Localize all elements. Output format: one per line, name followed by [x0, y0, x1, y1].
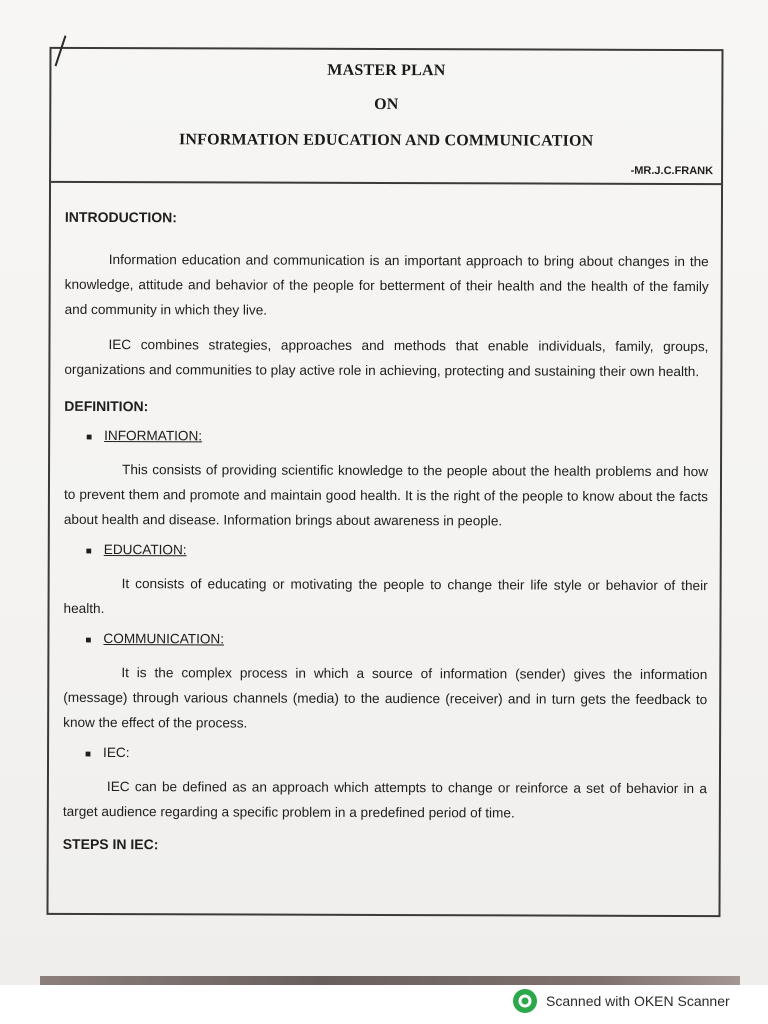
- title-on: ON: [374, 95, 399, 114]
- author-name: -MR.J.C.FRANK: [630, 164, 714, 178]
- scanner-watermark: [512, 988, 730, 1014]
- page-bottom-edge: [40, 976, 740, 985]
- title-subject: INFORMATION EDUCATION AND COMMUNICATION: [178, 131, 594, 150]
- title-master-plan: MASTER PLAN: [327, 61, 446, 80]
- definition-text-information: This consists of providing scientific knowledge to the people about the health problems and how to prevent them and promote and maintain good health. It is the right of the people to know about the facts about health and disease. Information brings about awareness in people.: [63, 462, 709, 529]
- bullet-icon: ■: [85, 545, 92, 557]
- definition-text-communication: It is the complex process in which a source of information (sender) gives the information (message) through various channels (media) to the audience (receiver) and in turn gets the feedback to know the effect of the process.: [63, 665, 708, 731]
- definition-label-information: INFORMATION:: [104, 428, 203, 444]
- list-item: [86, 428, 708, 445]
- list-item: [85, 631, 707, 648]
- list-item: [86, 542, 708, 559]
- steps-heading: STEPS IN IEC:: [62, 835, 159, 853]
- list-item: [85, 745, 707, 762]
- scanner-text: Scanned with OKEN Scanner: [546, 993, 730, 1009]
- bullet-icon: ■: [85, 748, 92, 760]
- introduction-paragraph-1: Information education and communication is an important approach to bring about changes in the knowledge, attitude and behavior of the people for betterment of their health and the health of the family and community in which they live.: [64, 252, 709, 318]
- definition-label-iec: IEC:: [103, 745, 130, 761]
- title-box: [51, 49, 721, 185]
- definition-label-education: EDUCATION:: [103, 542, 187, 558]
- definition-text-education: It consists of educating or motivating the people to change their life style or behavior of their health.: [63, 576, 708, 617]
- oken-scanner-logo-icon: [512, 988, 538, 1014]
- definition-label-communication: COMMUNICATION:: [103, 631, 225, 647]
- document-border: [46, 47, 723, 917]
- bullet-icon: ■: [85, 634, 92, 646]
- bullet-icon: ■: [86, 431, 93, 443]
- definition-heading: DEFINITION:: [64, 397, 149, 415]
- document-body: [63, 209, 709, 876]
- definition-text-iec: IEC can be defined as an approach which attempts to change or reinforce a set of behavior in a target audience regarding a specific problem in a predefined period of time.: [62, 779, 707, 821]
- introduction-paragraph-2: IEC combines strategies, approaches and methods that enable individuals, family, groups, organizations and communities to play active role in achieving, protecting and sustaining their own health.: [64, 337, 709, 380]
- introduction-heading: INTRODUCTION:: [64, 208, 177, 226]
